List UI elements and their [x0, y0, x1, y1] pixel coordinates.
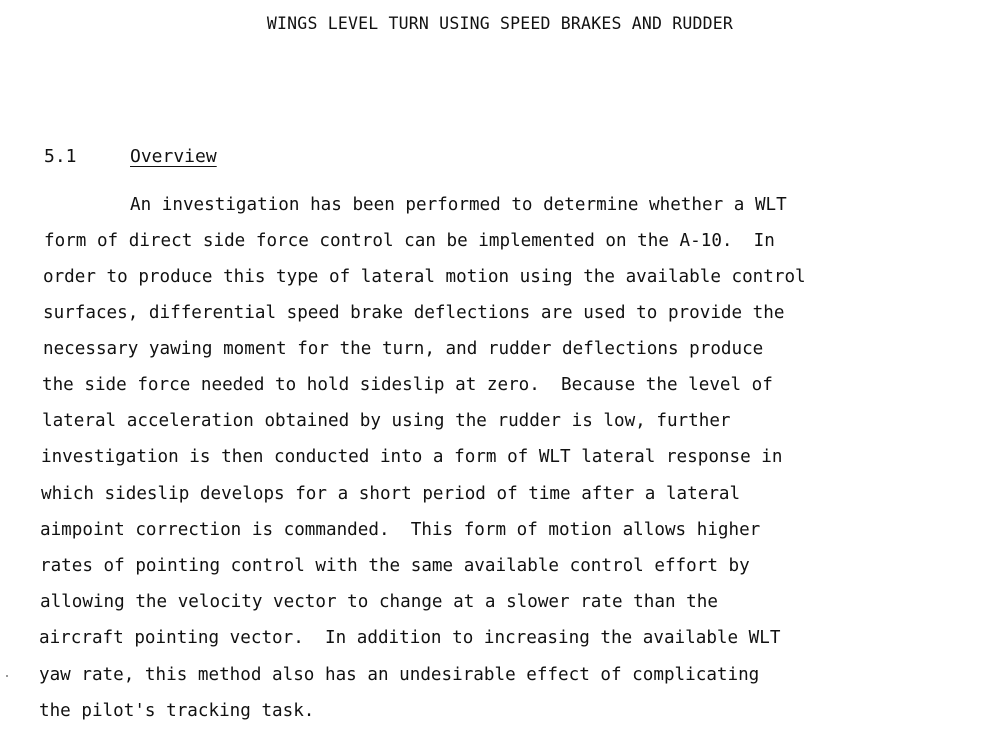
paragraph-line: aimpoint correction is commanded. This form of motion allows higher	[40, 520, 761, 540]
paragraph-line: form of direct side force control can be implemented on the A-10. In	[44, 231, 775, 251]
document-title: WINGS LEVEL TURN USING SPEED BRAKES AND RUDDER	[266, 14, 734, 33]
paragraph-line: the side force needed to hold sideslip at zero. Because the level of	[42, 375, 773, 395]
paragraph-line: surfaces, differential speed brake deflections are used to provide the	[43, 303, 785, 323]
section-heading: Overview	[130, 146, 217, 167]
paragraph-line: aircraft pointing vector. In addition to increasing the available WLT	[39, 628, 781, 648]
paragraph-line: yaw rate, this method also has an undesirable effect of complicating	[39, 665, 760, 685]
paragraph-line: allowing the velocity vector to change at a slower rate than the	[40, 592, 718, 612]
paragraph-line: lateral acceleration obtained by using the rudder is low, further	[42, 411, 731, 431]
paragraph-line: necessary yawing moment for the turn, and rudder deflections produce	[43, 339, 764, 359]
section-number: 5.1	[44, 146, 77, 167]
paragraph-line: An investigation has been performed to determine whether a WLT	[130, 195, 787, 215]
paragraph-line: the pilot's tracking task.	[39, 701, 315, 721]
paragraph-line: which sideslip develops for a short period of time after a lateral	[41, 484, 741, 504]
paragraph-line: order to produce this type of lateral motion using the available control	[43, 267, 806, 287]
scan-speck	[6, 675, 8, 677]
paragraph-line: rates of pointing control with the same available control effort by	[40, 556, 750, 576]
paragraph-line: investigation is then conducted into a form of WLT lateral response in	[41, 447, 783, 467]
